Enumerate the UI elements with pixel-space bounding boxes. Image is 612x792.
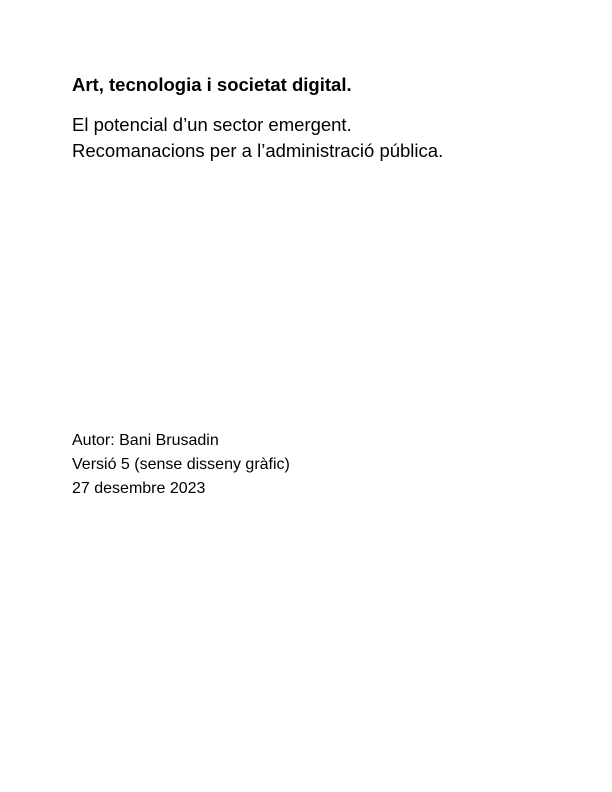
- subtitle-line: El potencial d’un sector emergent.: [72, 114, 352, 135]
- document-metadata: [72, 429, 290, 501]
- date-line: 27 desembre 2023: [72, 480, 206, 497]
- author-line: Autor: Bani Brusadin: [72, 432, 219, 449]
- version-line: Versió 5 (sense disseny gràfic): [72, 456, 290, 473]
- document-subtitle: [72, 112, 443, 164]
- subtitle-line: Recomanacions per a l’administració pública.: [72, 140, 444, 161]
- document-title: Art, tecnologia i societat digital.: [72, 74, 352, 95]
